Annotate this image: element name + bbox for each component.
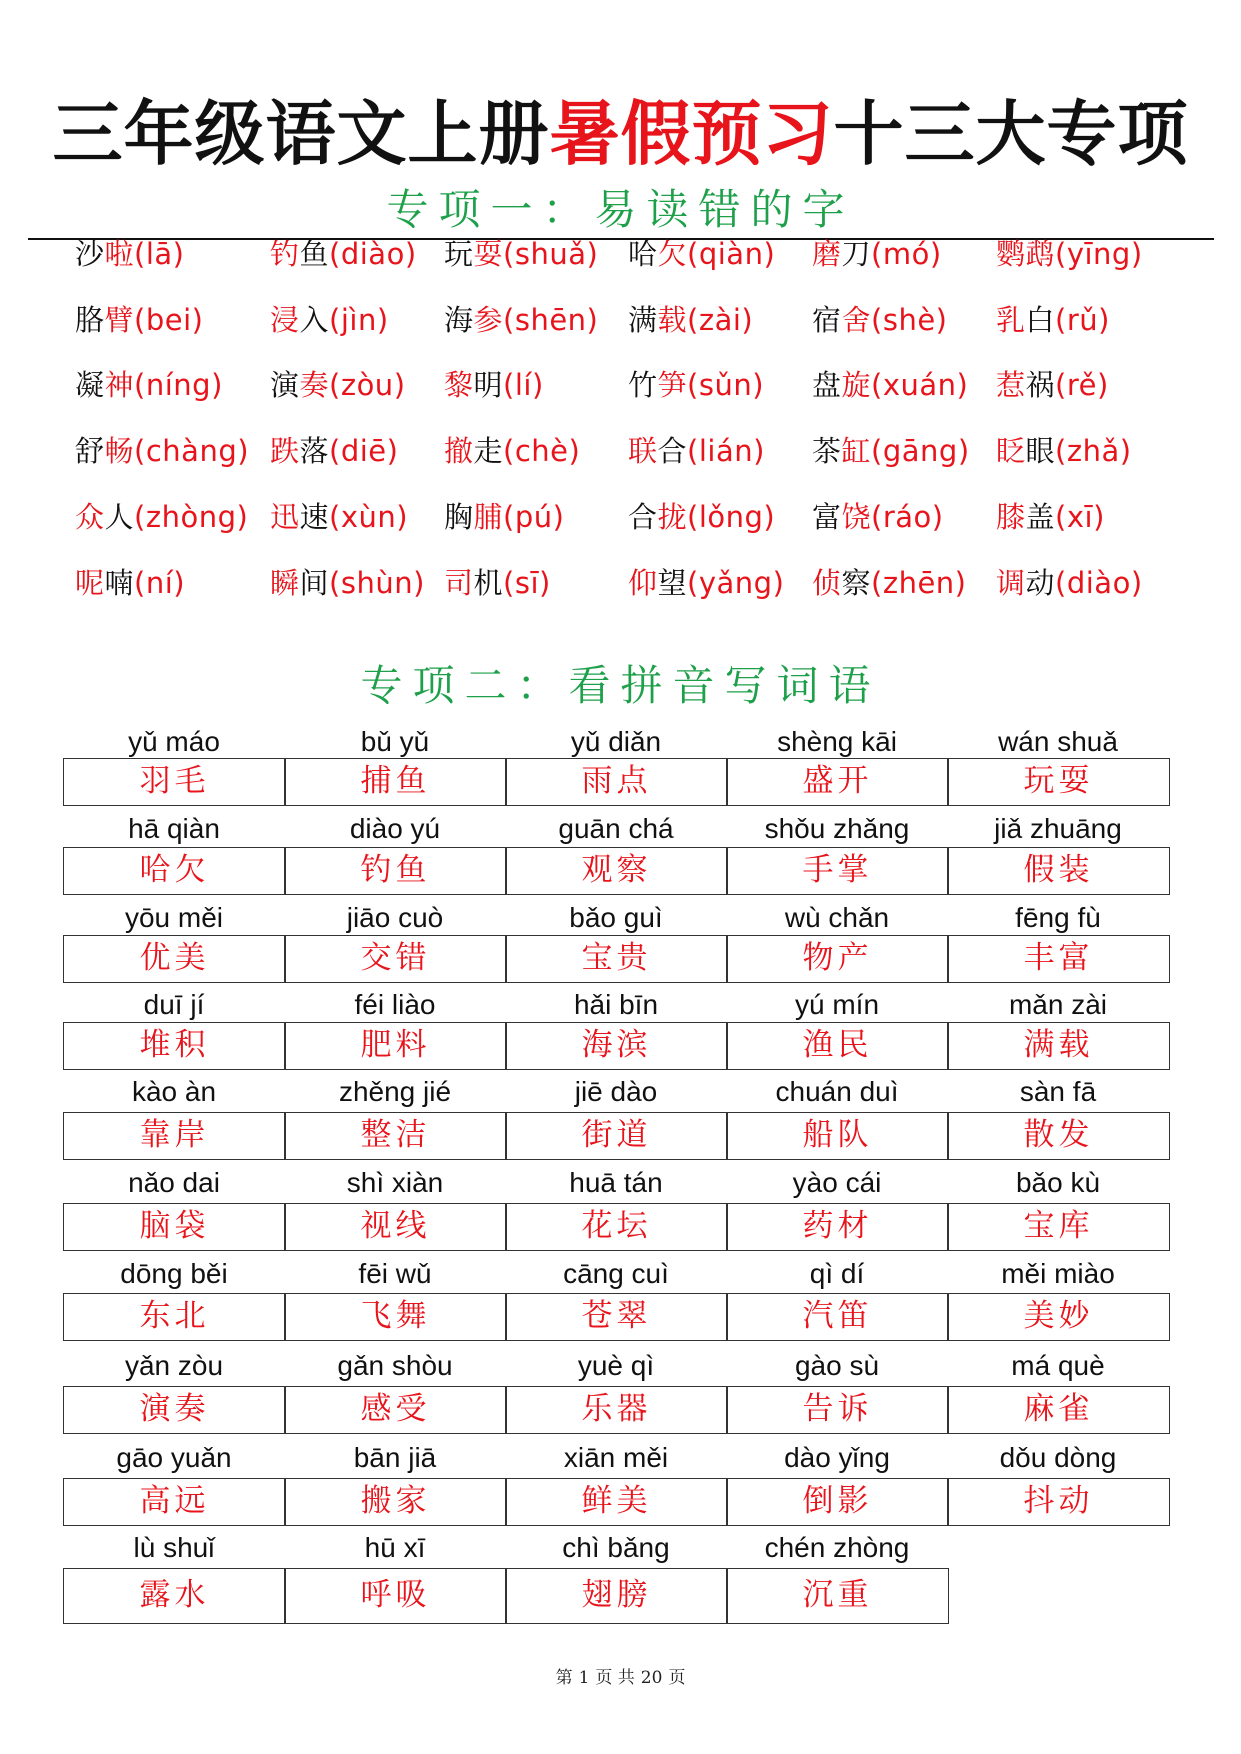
word-segment: 乳 xyxy=(996,303,1026,337)
word-segment: 司 xyxy=(444,566,474,600)
footer-page-number: 1 xyxy=(578,1668,590,1688)
pinyin-label: shèng kāi xyxy=(777,726,897,757)
title-highlight: 暑假预习 xyxy=(549,93,834,175)
word-segment: 盘 xyxy=(812,368,842,402)
word-segment: 耍 xyxy=(473,237,504,271)
answer-cell: 堆积 xyxy=(63,1022,286,1070)
title-part1: 三年级语文上册 xyxy=(52,93,550,175)
word-segment: 跌 xyxy=(270,434,300,468)
pinyin-label: měi miào xyxy=(1001,1258,1115,1289)
word-segment: 拢 xyxy=(657,500,688,534)
pinyin-label: jiē dào xyxy=(574,1076,658,1107)
word-segment: (zòu) xyxy=(329,368,406,402)
misread-word xyxy=(996,431,1132,471)
misread-word xyxy=(812,431,970,471)
word-segment: 鱼 xyxy=(299,237,330,271)
word-segment: 欠 xyxy=(657,237,688,271)
pinyin-label: yǎn zòu xyxy=(124,1350,224,1381)
footer-middle: 页 共 xyxy=(595,1668,635,1688)
word-segment: 撤 xyxy=(444,434,474,468)
pinyin-label: cāng cuì xyxy=(563,1258,669,1289)
word-segment: 凝 xyxy=(75,368,105,402)
word-segment: 侦 xyxy=(812,566,842,600)
word-segment: 玩 xyxy=(444,237,474,271)
answer-cell: 宝贵 xyxy=(505,935,728,983)
answer-cell: 搬家 xyxy=(284,1478,507,1526)
word-segment: 载 xyxy=(657,303,688,337)
pinyin-label: gǎn shòu xyxy=(337,1350,453,1381)
answer-cell: 优美 xyxy=(63,935,286,983)
word-segment: 眼 xyxy=(1025,434,1056,468)
answer-cell: 渔民 xyxy=(726,1022,949,1070)
word-segment: 舍 xyxy=(841,303,872,337)
word-segment: 入 xyxy=(299,303,330,337)
answer-cell: 哈欠 xyxy=(63,847,286,895)
title-part2: 十三大专项 xyxy=(833,93,1189,175)
answer-cell: 感受 xyxy=(284,1386,507,1434)
word-segment: (shēn) xyxy=(503,303,599,337)
misread-word xyxy=(812,497,944,537)
misread-word xyxy=(628,497,775,537)
word-segment: (diào) xyxy=(1055,566,1143,600)
word-segment: 胸 xyxy=(444,500,474,534)
word-segment: (zhēn) xyxy=(871,566,967,600)
word-segment: 迅 xyxy=(270,500,300,534)
misread-word xyxy=(444,431,580,471)
answer-cell: 告诉 xyxy=(726,1386,949,1434)
pinyin-label: dǒu dòng xyxy=(999,1442,1117,1473)
misread-word xyxy=(270,300,389,340)
answer-cell: 雨点 xyxy=(505,758,728,806)
pinyin-label: jiǎ zhuāng xyxy=(994,813,1122,844)
answer-cell: 宝库 xyxy=(947,1203,1170,1251)
footer-suffix: 页 xyxy=(668,1668,686,1688)
misread-word xyxy=(444,497,564,537)
answer-cell: 丰富 xyxy=(947,935,1170,983)
misread-word xyxy=(812,300,948,340)
word-segment: (jìn) xyxy=(329,303,389,337)
answer-cell: 抖动 xyxy=(947,1478,1170,1526)
misread-word xyxy=(75,300,203,340)
pinyin-label: hā qiàn xyxy=(128,813,220,844)
pinyin-label: wù chǎn xyxy=(784,902,890,933)
word-segment: 演 xyxy=(270,368,300,402)
word-segment: 合 xyxy=(628,500,658,534)
word-segment: (ní) xyxy=(134,566,186,600)
word-segment: (zhòng) xyxy=(134,500,249,534)
misread-word xyxy=(444,563,551,603)
word-segment: (shè) xyxy=(871,303,948,337)
word-segment: 呢 xyxy=(75,566,105,600)
pinyin-label: chén zhòng xyxy=(764,1532,910,1563)
misread-word xyxy=(270,234,417,274)
word-segment: 惹 xyxy=(996,368,1026,402)
pinyin-label: huā tán xyxy=(569,1167,663,1198)
word-segment: (zhǎ) xyxy=(1055,434,1132,468)
word-segment: 茶 xyxy=(812,434,842,468)
pinyin-label: chuán duì xyxy=(775,1076,899,1107)
pinyin-label: hǎi bīn xyxy=(573,989,659,1020)
word-segment: (shùn) xyxy=(329,566,425,600)
misread-word xyxy=(270,431,398,471)
word-segment: (xī) xyxy=(1055,500,1105,534)
word-segment: (bei) xyxy=(134,303,204,337)
word-segment: 胳 xyxy=(75,303,105,337)
pinyin-label: bǎo kù xyxy=(1015,1167,1101,1198)
answer-cell: 翅膀 xyxy=(505,1568,728,1624)
word-segment: 满 xyxy=(628,303,658,337)
word-segment: (xuán) xyxy=(871,368,969,402)
word-segment: 竹 xyxy=(628,368,658,402)
pinyin-label: yǔ diǎn xyxy=(570,726,662,757)
word-segment: 宿 xyxy=(812,303,842,337)
page-footer xyxy=(0,1663,1241,1688)
section1-title: 专项一：易读错的字 xyxy=(386,185,855,234)
answer-cell: 交错 xyxy=(284,935,507,983)
pinyin-label: má què xyxy=(1011,1350,1105,1381)
answer-cell: 船队 xyxy=(726,1112,949,1160)
word-segment: 富 xyxy=(812,500,842,534)
pinyin-label: dào yǐng xyxy=(784,1442,890,1473)
word-segment: 啦 xyxy=(104,237,135,271)
misread-word xyxy=(270,563,425,603)
answer-cell: 呼吸 xyxy=(284,1568,507,1624)
answer-cell: 脑袋 xyxy=(63,1203,286,1251)
word-segment: 盖 xyxy=(1025,500,1056,534)
pinyin-label: xiān měi xyxy=(563,1442,669,1473)
answer-cell: 演奏 xyxy=(63,1386,286,1434)
pinyin-label: guān chá xyxy=(558,813,674,844)
word-segment: 调 xyxy=(996,566,1026,600)
word-segment: 人 xyxy=(104,500,135,534)
answer-cell: 玩耍 xyxy=(947,758,1170,806)
answer-cell: 街道 xyxy=(505,1112,728,1160)
answer-cell: 露水 xyxy=(63,1568,286,1624)
misread-word xyxy=(270,365,406,405)
pinyin-label: dōng běi xyxy=(120,1258,228,1289)
pinyin-label: lù shuǐ xyxy=(133,1532,215,1563)
word-segment: 动 xyxy=(1025,566,1056,600)
answer-cell: 汽笛 xyxy=(726,1293,949,1341)
word-segment: 黎 xyxy=(444,368,474,402)
pinyin-label: yuè qì xyxy=(577,1350,655,1381)
word-segment: (diào) xyxy=(329,237,417,271)
misread-word xyxy=(812,234,942,274)
word-segment: 奏 xyxy=(299,368,330,402)
answer-cell: 乐器 xyxy=(505,1386,728,1434)
answer-cell: 美妙 xyxy=(947,1293,1170,1341)
word-segment: 合 xyxy=(657,434,688,468)
answer-cell: 盛开 xyxy=(726,758,949,806)
answer-cell: 肥料 xyxy=(284,1022,507,1070)
answer-cell: 满载 xyxy=(947,1022,1170,1070)
pinyin-label: bān jiā xyxy=(353,1442,437,1473)
misread-word xyxy=(996,365,1109,405)
pinyin-label: wán shuǎ xyxy=(998,726,1118,757)
word-segment: 速 xyxy=(299,500,330,534)
answer-cell: 花坛 xyxy=(505,1203,728,1251)
misread-word xyxy=(628,431,765,471)
pinyin-label: shì xiàn xyxy=(346,1167,444,1198)
word-segment: 膝 xyxy=(996,500,1026,534)
answer-cell: 散发 xyxy=(947,1112,1170,1160)
pinyin-label: chì bǎng xyxy=(562,1532,670,1563)
word-segment: (qiàn) xyxy=(687,237,776,271)
misread-word xyxy=(75,563,185,603)
pinyin-label: bǔ yǔ xyxy=(360,726,430,757)
misread-word xyxy=(444,300,598,340)
word-segment: (chè) xyxy=(503,434,581,468)
word-segment: (diē) xyxy=(329,434,399,468)
word-segment: 白 xyxy=(1025,303,1056,337)
pinyin-label: gào sù xyxy=(794,1350,880,1381)
word-segment: 察 xyxy=(841,566,872,600)
word-segment: 海 xyxy=(444,303,474,337)
word-segment: 仰 xyxy=(628,566,658,600)
section2-title: 专项二：看拼音写词语 xyxy=(360,661,881,710)
word-segment: (pú) xyxy=(503,500,565,534)
pinyin-label: diào yú xyxy=(349,813,441,844)
pinyin-label: shǒu zhǎng xyxy=(764,813,910,844)
word-segment: (rě) xyxy=(1055,368,1109,402)
word-segment: (lā) xyxy=(134,237,185,271)
answer-cell: 药材 xyxy=(726,1203,949,1251)
pinyin-label: fēi wǔ xyxy=(358,1258,432,1289)
word-segment: 喃 xyxy=(104,566,135,600)
misread-word xyxy=(75,497,248,537)
word-segment: 参 xyxy=(473,303,504,337)
word-segment: 明 xyxy=(473,368,504,402)
misread-word xyxy=(996,234,1143,274)
answer-cell: 整洁 xyxy=(284,1112,507,1160)
pinyin-label: hū xī xyxy=(364,1532,426,1563)
answer-cell: 假装 xyxy=(947,847,1170,895)
word-segment: 间 xyxy=(299,566,330,600)
word-segment: 落 xyxy=(299,434,330,468)
answer-cell: 手掌 xyxy=(726,847,949,895)
word-segment: 刀 xyxy=(841,237,872,271)
word-segment: (sǔn) xyxy=(687,368,765,402)
misread-word xyxy=(628,563,784,603)
word-segment: (zài) xyxy=(687,303,754,337)
answer-cell: 沉重 xyxy=(726,1568,949,1624)
word-segment: (mó) xyxy=(871,237,942,271)
pinyin-label: yào cái xyxy=(792,1167,882,1198)
word-segment: (sī) xyxy=(503,566,551,600)
word-segment: (yǎng) xyxy=(687,566,785,600)
word-segment: 眨 xyxy=(996,434,1026,468)
word-segment: 饶 xyxy=(841,500,872,534)
answer-cell: 东北 xyxy=(63,1293,286,1341)
word-segment: (rǔ) xyxy=(1055,303,1110,337)
answer-cell: 捕鱼 xyxy=(284,758,507,806)
misread-word xyxy=(75,234,185,274)
pinyin-label: jiāo cuò xyxy=(346,902,444,933)
word-segment: (yīng) xyxy=(1055,237,1143,271)
misread-word xyxy=(75,365,223,405)
answer-cell: 高远 xyxy=(63,1478,286,1526)
misread-word xyxy=(628,234,775,274)
pinyin-label: duī jí xyxy=(143,989,205,1020)
word-segment: 磨 xyxy=(812,237,842,271)
answer-cell: 观察 xyxy=(505,847,728,895)
pinyin-label: yǔ máo xyxy=(128,726,220,757)
misread-word xyxy=(444,365,544,405)
answer-cell: 物产 xyxy=(726,935,949,983)
word-segment: (xùn) xyxy=(329,500,409,534)
misread-word xyxy=(996,563,1143,603)
word-segment: 畅 xyxy=(104,434,135,468)
word-segment: 祸 xyxy=(1025,368,1056,402)
word-segment: 神 xyxy=(104,368,135,402)
word-segment: 望 xyxy=(657,566,688,600)
pinyin-label: kào àn xyxy=(131,1076,217,1107)
word-segment: 缸 xyxy=(841,434,872,468)
word-segment: (shuǎ) xyxy=(503,237,599,271)
misread-word xyxy=(996,300,1110,340)
pinyin-label: fēng fù xyxy=(1015,902,1101,933)
misread-word xyxy=(444,234,598,274)
footer-prefix: 第 xyxy=(555,1668,573,1688)
answer-cell: 麻雀 xyxy=(947,1386,1170,1434)
misread-word xyxy=(812,563,966,603)
pinyin-label: sàn fā xyxy=(1019,1076,1097,1107)
pinyin-label: féi liào xyxy=(354,989,436,1020)
word-segment: (lián) xyxy=(687,434,765,468)
pinyin-label: yōu měi xyxy=(124,902,224,933)
word-segment: (chàng) xyxy=(134,434,250,468)
misread-word xyxy=(75,431,249,471)
footer-total-pages: 20 xyxy=(640,1668,663,1688)
word-segment: (gāng) xyxy=(871,434,970,468)
word-segment: (lǒng) xyxy=(687,500,776,534)
word-segment: 笋 xyxy=(657,368,688,402)
word-segment: 走 xyxy=(473,434,504,468)
answer-cell: 苍翠 xyxy=(505,1293,728,1341)
answer-cell: 倒影 xyxy=(726,1478,949,1526)
misread-word xyxy=(628,300,753,340)
pinyin-label: nǎo dai xyxy=(128,1167,220,1198)
answer-cell: 鲜美 xyxy=(505,1478,728,1526)
easy-misread-words xyxy=(0,0,1241,660)
answer-cell: 海滨 xyxy=(505,1022,728,1070)
word-segment: 众 xyxy=(75,500,105,534)
word-segment: 脯 xyxy=(473,500,504,534)
misread-word xyxy=(628,365,764,405)
pinyin-label: bǎo guì xyxy=(569,902,663,933)
pinyin-label: qì dí xyxy=(809,1258,865,1289)
answer-cell: 飞舞 xyxy=(284,1293,507,1341)
pinyin-label: gāo yuǎn xyxy=(116,1442,232,1473)
word-segment: (lí) xyxy=(503,368,544,402)
word-segment: 瞬 xyxy=(270,566,300,600)
answer-cell: 靠岸 xyxy=(63,1112,286,1160)
answer-cell: 钓鱼 xyxy=(284,847,507,895)
word-segment: 联 xyxy=(628,434,658,468)
word-segment: 浸 xyxy=(270,303,300,337)
word-segment: 沙 xyxy=(75,237,105,271)
word-segment: 臂 xyxy=(104,303,135,337)
misread-word xyxy=(812,365,968,405)
pinyin-label: mǎn zài xyxy=(1008,989,1108,1020)
misread-word xyxy=(270,497,408,537)
word-segment: 舒 xyxy=(75,434,105,468)
word-segment: (níng) xyxy=(134,368,223,402)
word-segment: 机 xyxy=(473,566,504,600)
word-segment: (ráo) xyxy=(871,500,944,534)
answer-cell: 视线 xyxy=(284,1203,507,1251)
word-segment: 钓 xyxy=(270,237,300,271)
word-segment: 哈 xyxy=(628,237,658,271)
pinyin-label: zhěng jié xyxy=(338,1076,452,1107)
misread-word xyxy=(996,497,1105,537)
pinyin-label: yú mín xyxy=(794,989,880,1020)
answer-cell: 羽毛 xyxy=(63,758,286,806)
word-segment: 旋 xyxy=(841,368,872,402)
word-segment: 鹦鹉 xyxy=(996,237,1056,271)
